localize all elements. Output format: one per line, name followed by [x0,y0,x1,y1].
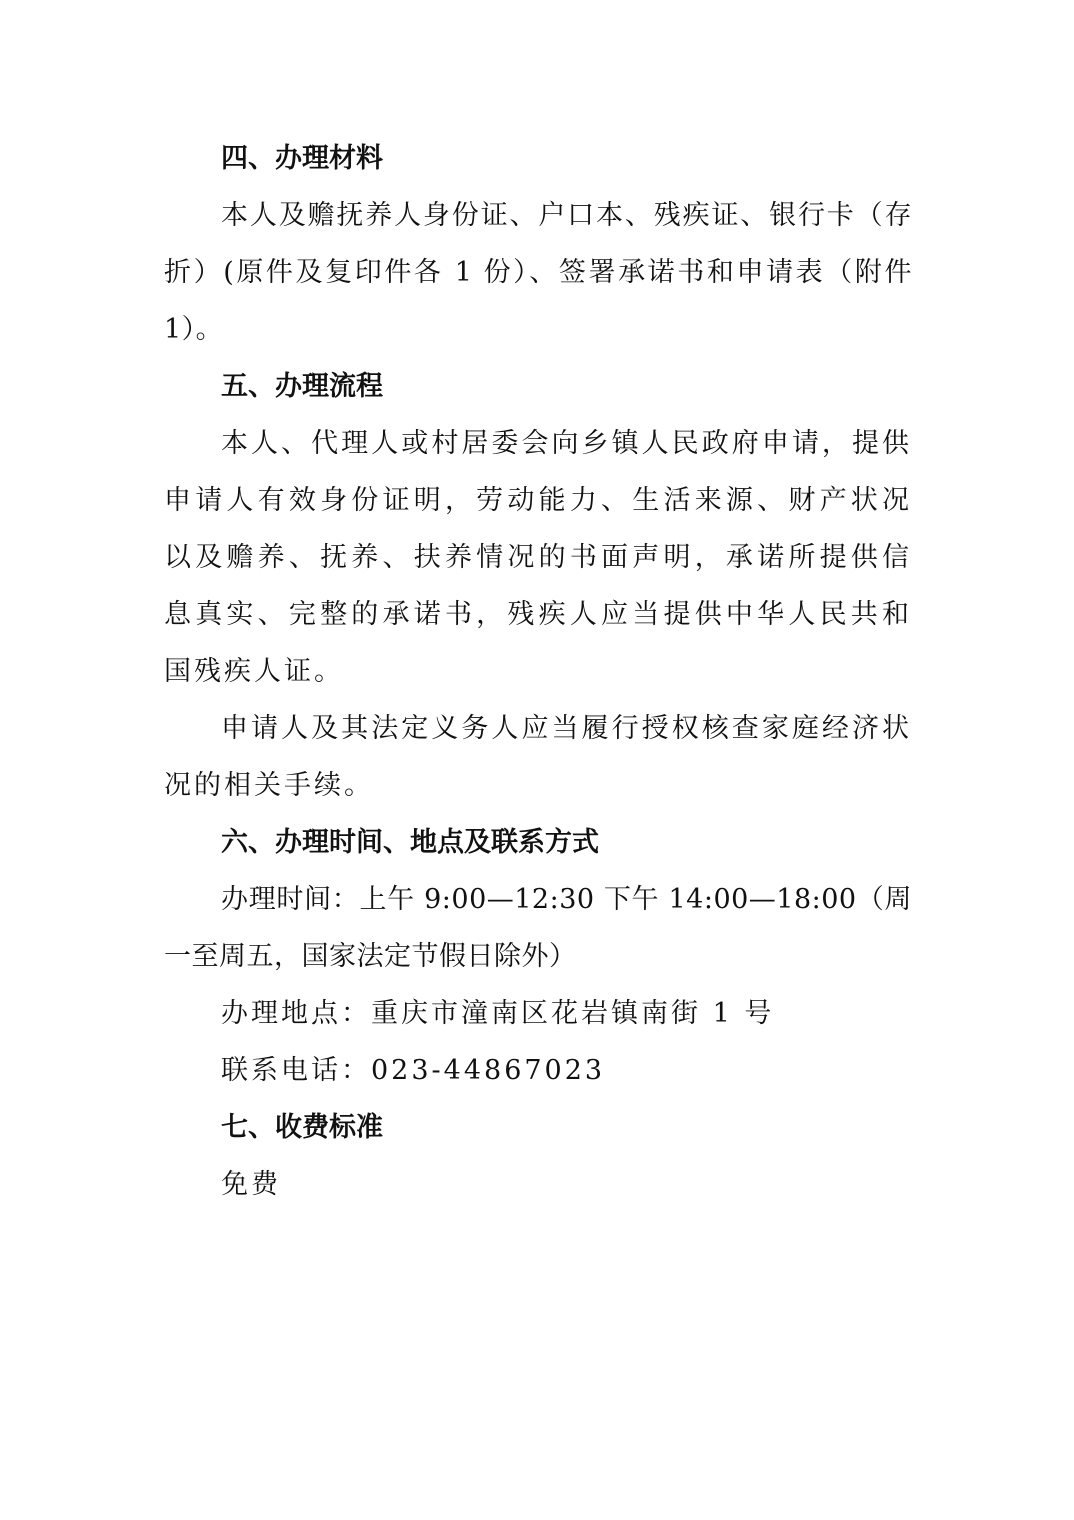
office-hours-paragraph: 办理时间：上午 9:00—12:30 下午 14:00—18:00（周一至周五，国家法定节假日除外） [164,884,912,972]
section-heading-materials: 四、办理材料 [221,143,383,174]
materials-paragraph: 本人及赡抚养人身份证、户口本、残疾证、银行卡（存折）(原件及复印件各 1 份）、签署承诺书和申请表（附件 1）。 [164,200,912,345]
process-paragraph-2: 申请人及其法定义务人应当履行授权核查家庭经济状况的相关手续。 [164,713,912,801]
contact-phone-paragraph: 联系电话：023-44867023 [221,1055,606,1086]
section-heading-process: 五、办理流程 [221,371,383,402]
section-heading-fees: 七、收费标准 [221,1112,383,1143]
section-heading-time-location-contact: 六、办理时间、地点及联系方式 [221,827,599,858]
process-paragraph-1: 本人、代理人或村居委会向乡镇人民政府申请，提供申请人有效身份证明，劳动能力、生活来源、财产状况以及赡养、抚养、扶养情况的书面声明，承诺所提供信息真实、完整的承诺书，残疾人应当提供中华人民共和国残疾人证。 [164,428,912,687]
fees-paragraph: 免费 [221,1169,281,1200]
office-address-paragraph: 办理地点：重庆市潼南区花岩镇南街 1 号 [221,998,775,1029]
document-page [164,130,912,1213]
